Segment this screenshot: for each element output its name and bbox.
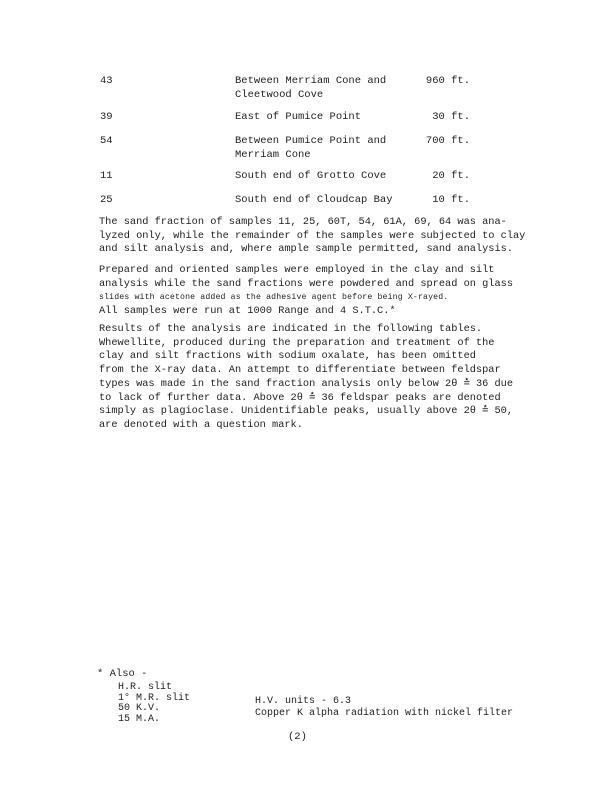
text-line: to lack of further data. Above 2θ ≛ 36 feldspar peaks are denoted [99, 391, 501, 404]
text-line: from the X-ray data. An attempt to differentiate between feldspar [99, 364, 501, 377]
text-line: 15 M.A. [118, 713, 161, 725]
text-line: types was made in the sand fraction analysis only below 2θ ≛ 36 due [99, 377, 514, 390]
text-line: Copper K alpha radiation with nickel filter [255, 708, 514, 719]
sample-elevation: 20 ft. [432, 170, 470, 182]
sample-number: 39 [100, 111, 113, 123]
sample-location: South end of Cloudcap Bay [235, 194, 393, 206]
sample-elevation: 700 ft. [425, 135, 470, 147]
text-line: All samples were run at 1000 Range and 4 S.T.C.* [99, 305, 396, 318]
sample-number: 25 [100, 194, 113, 206]
text-line: Prepared and oriented samples were employed in the clay and silt [99, 264, 495, 276]
text-line: lyzed only, while the remainder of the samples were subjected to clay [99, 229, 526, 242]
sample-elevation: 10 ft. [432, 194, 470, 206]
footnote-settings-left [118, 683, 190, 725]
text-line: 1° M.R. slit [118, 692, 191, 704]
sample-elevation: 30 ft. [432, 111, 470, 123]
sample-location: Between Pumice Point and Merriam Cone [235, 135, 387, 161]
sample-number: 11 [100, 170, 113, 182]
text-line: Results of the analysis are indicated in the following tables. [99, 323, 483, 335]
page-number: (2) [288, 731, 307, 743]
text-line: clay and silt fractions with sodium oxalate, has been omitted [99, 350, 476, 363]
text-line: Whewellite, produced during the preparation and treatment of the [99, 336, 495, 349]
sample-elevation: 960 ft. [425, 75, 470, 87]
footnote-heading: * Also - [97, 668, 148, 680]
text-line: analysis while the sand fractions were powdered and spread on glass [99, 277, 514, 290]
text-line: slides with acetone added as the adhesive agent before being X-rayed. [99, 293, 449, 303]
text-line: are denoted with a question mark. [99, 418, 303, 431]
sample-location: East of Pumice Point [235, 111, 362, 123]
footnote-settings-right [255, 696, 513, 720]
paragraph-preparation [99, 264, 529, 319]
text-line: 50 K.V. [118, 703, 161, 714]
text-line: H.V. units - 6.3 [255, 696, 352, 707]
sample-location: South end of Grotto Cove [235, 170, 387, 182]
sample-number: 43 [100, 75, 113, 87]
text-line: The sand fraction of samples 11, 25, 60T, 54, 61A, 69, 64 was ana- [99, 216, 507, 228]
paragraph-results [99, 323, 529, 433]
sample-location: Between Merriam Cone and Cleetwood Cove [235, 75, 387, 101]
text-line: and silt analysis and, where ample sample permitted, sand analysis. [99, 243, 514, 256]
paragraph-sand-fraction [99, 216, 529, 257]
text-line: simply as plagioclase. Unidentifiable peaks, usually above 2θ ≛ 50, [99, 405, 514, 418]
sample-number: 54 [100, 135, 113, 147]
text-line: H.R. slit [118, 682, 173, 693]
